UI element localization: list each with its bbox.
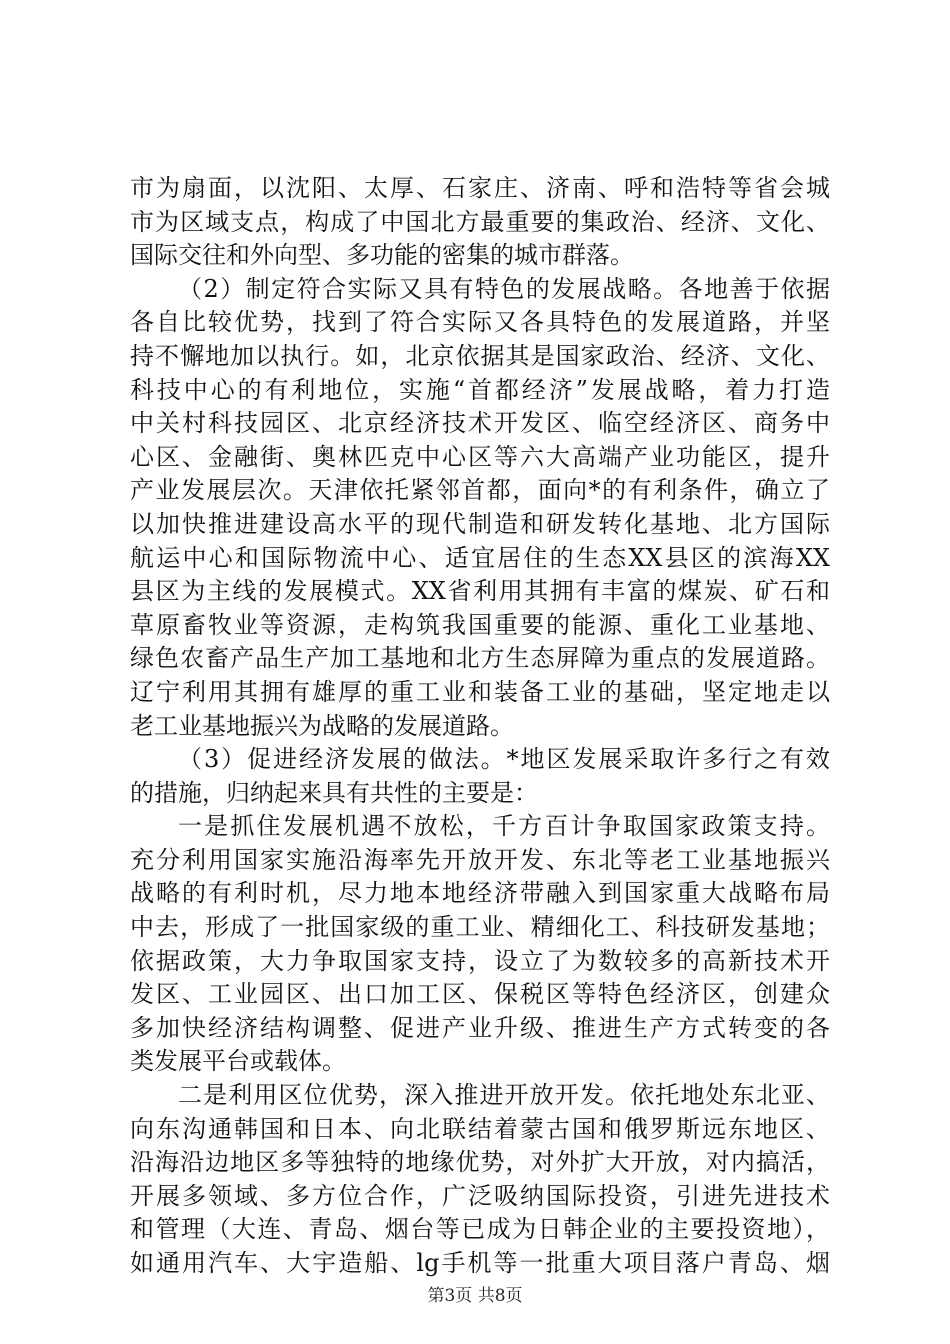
text-line: 心区、金融街、奥林匹克中心区等六大高端产业功能区，提升	[130, 442, 830, 471]
text-line: （3）促进经济发展的做法。*地区发展采取许多行之有效	[178, 745, 830, 774]
text-line: 产业发展层次。天津依托紧邻首都，面向*的有利条件，确立了	[130, 476, 830, 505]
text-line: 市为扇面，以沈阳、太厚、石家庄、济南、呼和浩特等省会城	[130, 174, 830, 202]
text-line: 国际交往和外向型、多功能的密集的城市群落。	[130, 241, 634, 270]
text-line: 发区、工业园区、出口加工区、保税区等特色经济区，创建众	[130, 980, 830, 1009]
text-line: 以加快推进建设高水平的现代制造和研发转化基地、北方国际	[130, 509, 830, 538]
text-line: 科技中心的有利地位，实施“首都经济”发展战略，着力打造	[130, 375, 830, 404]
text-line: 二是利用区位优势，深入推进开放开发。依托地处东北亚、	[178, 1081, 830, 1110]
text-line: 中关村科技园区、北京经济技术开发区、临空经济区、商务中	[130, 409, 830, 438]
text-line: 中去，形成了一批国家级的重工业、精细化工、科技研发基地；	[130, 913, 830, 942]
text-line: 绿色农畜产品生产加工基地和北方生态屏障为重点的发展道路。	[130, 644, 830, 673]
text-line: 航运中心和国际物流中心、适宜居住的生态XX县区的滨海XX	[130, 543, 830, 572]
text-line: 一是抓住发展机遇不放松，千方百计争取国家政策支持。	[178, 812, 830, 841]
document-body	[130, 172, 830, 1281]
text-line: 持不懈地加以执行。如，北京依据其是国家政治、经济、文化、	[130, 341, 830, 370]
text-line: 类发展平台或载体。	[130, 1047, 346, 1076]
text-line: 的措施，归纳起来具有共性的主要是：	[130, 778, 538, 807]
text-line: 和管理（大连、青岛、烟台等已成为日韩企业的主要投资地），	[130, 1215, 830, 1244]
text-line: 充分利用国家实施沿海率先开放开发、东北等老工业基地振兴	[130, 845, 830, 874]
text-line: （2）制定符合实际又具有特色的发展战略。各地善于依据	[178, 274, 830, 303]
text-line: 市为区域支点，构成了中国北方最重要的集政治、经济、文化、	[130, 207, 830, 236]
text-line: 辽宁利用其拥有雄厚的重工业和装备工业的基础，坚定地走以	[130, 677, 830, 706]
text-line: 沿海沿边地区多等独特的地缘优势，对外扩大开放，对内搞活，	[130, 1148, 830, 1177]
text-line: 草原畜牧业等资源，走构筑我国重要的能源、重化工业基地、	[130, 610, 830, 639]
text-line: 多加快经济结构调整、促进产业升级、推进生产方式转变的各	[130, 1013, 830, 1042]
text-line: 县区为主线的发展模式。XX省利用其拥有丰富的煤炭、矿石和	[130, 577, 830, 606]
page-number: 第3页 共8页	[427, 1286, 523, 1306]
text-line: 各自比较优势，找到了符合实际又各具特色的发展道路，并坚	[130, 308, 830, 337]
text-line: 如通用汽车、大宇造船、lg手机等一批重大项目落户青岛、烟	[130, 1249, 830, 1277]
text-line: 开展多领域、多方位合作，广泛吸纳国际投资，引进先进技术	[130, 1181, 830, 1210]
text-line: 老工业基地振兴为战略的发展道路。	[130, 711, 514, 740]
text-line: 依据政策，大力争取国家支持，设立了为数较多的高新技术开	[130, 946, 830, 975]
text-line: 向东沟通韩国和日本、向北联结着蒙古国和俄罗斯远东地区、	[130, 1114, 830, 1143]
text-line: 战略的有利时机，尽力地本地经济带融入到国家重大战略布局	[130, 879, 830, 908]
